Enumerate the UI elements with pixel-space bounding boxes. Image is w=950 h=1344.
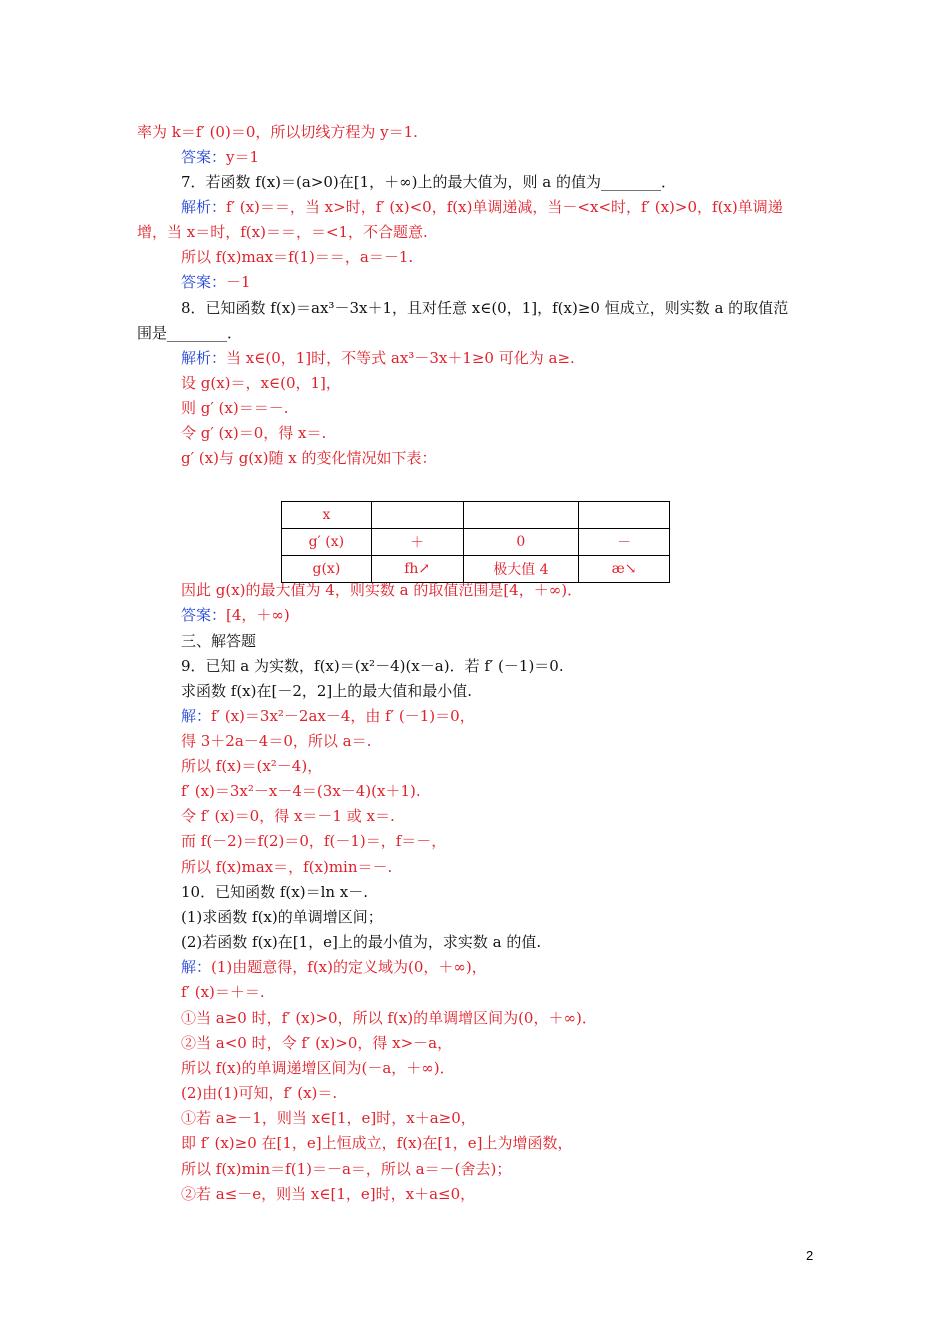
text-line: (2)由(1)可知，f′ (x)＝. <box>181 1084 338 1102</box>
text-line: 得 3＋2a－4＝0，所以 a＝. <box>181 732 372 750</box>
text-line: 三、解答题 <box>181 632 257 650</box>
table-cell <box>463 502 579 529</box>
table-row <box>282 556 670 583</box>
text-line: 令 f′ (x)＝0，得 x＝－1 或 x＝. <box>181 807 395 825</box>
text-line: 解析：当 x∈(0，1]时，不等式 ax³－3x＋1≥0 可化为 a≥. <box>181 349 575 367</box>
table-cell: － <box>579 529 670 556</box>
table-cell: æ↘ <box>579 556 670 583</box>
text-line: f′ (x)＝3x²－x－4＝(3x－4)(x＋1). <box>181 782 421 800</box>
table-cell <box>371 502 463 529</box>
table-cell: g(x) <box>282 556 372 583</box>
text-line: 即 f′ (x)≥0 在[1，e]上恒成立，f(x)在[1，e]上为增函数， <box>181 1134 573 1152</box>
text-line: 所以 f(x)的单调递增区间为(－a，＋∞)． <box>181 1059 455 1077</box>
text-line: 所以 f(x)min＝f(1)＝－a＝，所以 a＝－(舍去)； <box>181 1160 512 1178</box>
text-line: 增，当 x＝时，f(x)＝＝，＝<1，不合题意. <box>137 223 428 241</box>
text-line: 则 g′ (x)＝＝－. <box>181 399 289 417</box>
text-line: 解析：f′ (x)＝＝，当 x>时，f′ (x)<0，f(x)单调递减，当－<x<时，f′ (x)>0，f(x)单调递 <box>181 198 783 216</box>
table-cell: ＋ <box>371 529 463 556</box>
text-line: 而 f(－2)＝f(2)＝0，f(－1)＝，f＝－， <box>181 832 447 850</box>
text-line: 令 g′ (x)＝0，得 x＝. <box>181 424 327 442</box>
text-line: ①当 a≥0 时，f′ (x)>0，所以 f(x)的单调增区间为(0，＋∞)． <box>181 1009 597 1027</box>
text-line: 答案：[4，＋∞) <box>181 606 290 624</box>
variation-table <box>281 501 670 583</box>
table-cell: 0 <box>463 529 579 556</box>
text-line: g′ (x)与 g(x)随 x 的变化情况如下表： <box>181 449 437 467</box>
text-line: (2)若函数 f(x)在[1，e]上的最小值为，求实数 a 的值. <box>181 933 542 951</box>
text-line: 率为 k＝f′ (0)＝0，所以切线方程为 y＝1. <box>137 123 418 141</box>
table-cell: 极大值 4 <box>463 556 579 583</box>
page-number: 2 <box>806 1248 814 1263</box>
text-line: 解：f′ (x)＝3x²－2ax－4，由 f′ (－1)＝0， <box>181 707 475 725</box>
text-line: 设 g(x)＝，x∈(0，1]， <box>181 374 341 392</box>
text-line: f′ (x)＝＋＝. <box>181 983 265 1001</box>
table-row <box>282 502 670 529</box>
text-line: 所以 f(x)max＝f(1)＝＝，a＝－1. <box>181 248 414 266</box>
table-cell: g′ (x) <box>282 529 372 556</box>
text-line: ②当 a<0 时，令 f′ (x)>0，得 x>－a， <box>181 1034 453 1052</box>
text-line: 7．若函数 f(x)＝(a>0)在[1，＋∞)上的最大值为，则 a 的值为________． <box>181 173 677 191</box>
text-line: 解：(1)由题意得，f(x)的定义域为(0，＋∞)， <box>181 958 487 976</box>
text-line: 答案：y＝1 <box>181 148 260 166</box>
text-line: 10．已知函数 f(x)＝ln x－. <box>181 883 369 901</box>
text-line: 因此 g(x)的最大值为 4，则实数 a 的取值范围是[4，＋∞)． <box>181 581 583 599</box>
text-line: 围是________． <box>137 324 243 342</box>
text-line: 所以 f(x)max＝，f(x)min＝－. <box>181 858 393 876</box>
text-line: 9．已知 a 为实数，f(x)＝(x²－4)(x－a)．若 f′ (－1)＝0. <box>181 657 564 675</box>
text-line: 答案：－1 <box>181 273 251 291</box>
text-line: ①若 a≥－1，则当 x∈[1，e]时，x＋a≥0， <box>181 1109 476 1127</box>
text-line: 8．已知函数 f(x)＝ax³－3x＋1，且对任意 x∈(0，1]，f(x)≥0 恒成立，则实数 a 的取值范 <box>181 299 789 317</box>
table-cell: x <box>282 502 372 529</box>
text-line: 求函数 f(x)在[－2，2]上的最大值和最小值. <box>181 682 473 700</box>
table-cell <box>579 502 670 529</box>
table-row <box>282 529 670 556</box>
table-cell: fh↗ <box>371 556 463 583</box>
text-line: (1)求函数 f(x)的单调增区间； <box>181 908 383 926</box>
text-line: 所以 f(x)＝(x²－4)， <box>181 757 323 775</box>
text-line: ②若 a≤－e，则当 x∈[1，e]时，x＋a≤0， <box>181 1185 476 1203</box>
